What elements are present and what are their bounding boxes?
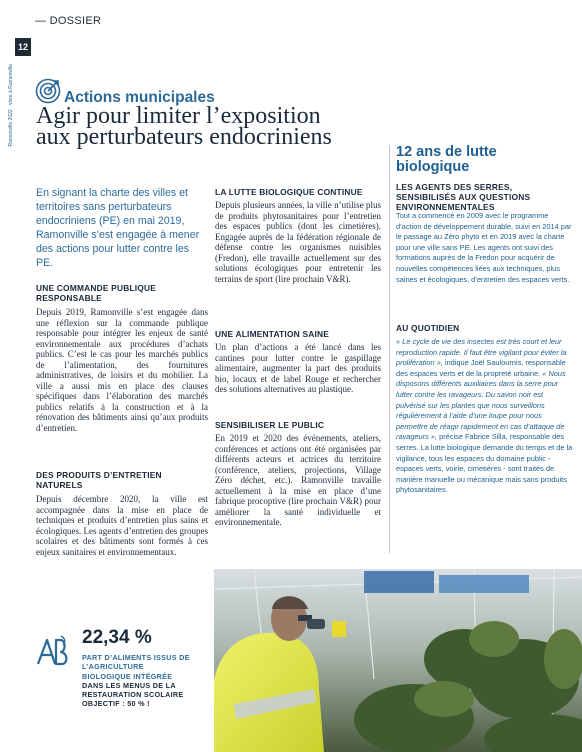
section-body: Un plan d’actions a été lancé dans les cantines pour lutter contre le gaspillage alimentaire, augmenter la part des produits bio, locaux et de label Rouge et rechercher des solutions alternatives au plastique.: [215, 342, 381, 394]
stat-value: 22,34 %: [82, 627, 152, 648]
section-body: En 2019 et 2020 des événements, ateliers, conférences et actions ont été organisées par différents acteurs et actrices du territoire (conférence, ateliers, projections, Village Zéro déchet, etc.). Ramonville travaille actuellement à la mise en place d’une fabrique procoptive (lire prochain V&R) pour améliorer la santé individuelle et environnementale.: [215, 433, 381, 527]
stat-goal: OBJECTIF : 50 % !: [82, 699, 150, 709]
greenhouse-photo: [214, 569, 582, 752]
quote-joel-attribution: indique Joël Saulournis, responsable des espaces verts et de la propreté urbaine.: [396, 358, 566, 378]
quote-fabrice: « Nous disposons différents auxiliaires dans la serre pour lutter contre les ravageurs. Du savon noir est pulvérisé sur les plantes que nous surveillons régulièrement à l’aide d’une loupe pour nous permettre de réagir rapidement en cas d’attaque de ravageurs »,: [396, 368, 566, 442]
stat-label-line: PART D’ALIMENTS ISSUS DE L’AGRICULTURE BIOLOGIQUE INTÉGRÉE: [82, 653, 190, 681]
article-title: Agir pour limiter l’exposition aux perturbateurs endocriniens: [36, 103, 332, 150]
target-icon: [35, 78, 61, 104]
vertical-footer-text: Ramonville 2022 · vivre à Ramonville: [8, 64, 14, 147]
sidebar-subheading: LES AGENTS DES SERRES, SENSIBILISÉS AUX QUESTIONS ENVIRONNEMENTALES: [396, 182, 531, 212]
article-lede: En signant la charte des villes et territoires sans perturbateurs endocriniens (PE) en mai 2019, Ramonville s’est engagée à mener des actions pour lutter contre les PE.: [36, 187, 200, 269]
ab-organic-logo: [35, 634, 69, 668]
section-body: Depuis décembre 2020, la ville est accompagnée dans la mise en place de techniques et produits d’entretien plus sains et écologiques. Les agents d’entretien des groupes scolaires et des bâtiments sont formés à ces enjeux sanitaires et environnementaux.: [36, 494, 208, 557]
quote-fabrice-attribution: précise Fabrice Silla, responsable des serres.: [396, 432, 565, 452]
sidebar-divider: [389, 145, 390, 553]
section-heading: LA LUTTE BIOLOGIQUE CONTINUE: [215, 187, 363, 197]
section-heading: DES PRODUITS D’ENTRETIEN NATURELS: [36, 470, 162, 490]
section-heading: SENSIBILISER LE PUBLIC: [215, 420, 325, 430]
page-number: 12: [15, 38, 31, 56]
sidebar-intro: Tout a commencé en 2009 avec le programme d’action de développement durable, suivi en 2014 par le passage au Zéro phyto et en 2019 avec la charte pour une ville sans PE. Les agents ont suivi des formations auprès de la Fredon pour acquérir de nouvelles compétences liées aux techniques, plus saines et écologiques, d’entretien des espaces verts.: [396, 211, 572, 284]
sidebar-subheading-daily: AU QUOTIDIEN: [396, 323, 460, 333]
stat-label: [82, 653, 192, 709]
sidebar-quote-block: [396, 337, 574, 496]
sidebar-closing: La lutte biologique demande du temps et de la vigilance, tous les espaces du domaine public - espaces verts, voirie, cimetières - sont traités de manière manuelle ou mécanique mais sans produits phytosanitaires.: [396, 442, 573, 495]
section-heading: UNE COMMANDE PUBLIQUE RESPONSABLE: [36, 283, 157, 303]
quote-joel: « Le cycle de vie des insectes est très court et leur reproduction rapide. Il faut être vigilant pour éviter la prolifération »,: [396, 337, 567, 368]
article-kicker: Actions municipales: [64, 89, 215, 106]
section-label: — DOSSIER: [35, 15, 102, 27]
section-body: Depuis 2019, Ramonville s’est engagée dans une réflexion sur la commande publique responsable pour intégrer les enjeux de santé environnementale aux procédures d’achats publics. C’est le cas pour les marchés publics de l’alimentation, des fournitures administratives, de loisirs et du mobilier. La ville a aussi mis en place des clauses spécifiques dans l’élaboration des marchés publics relatifs à la construction et à la rénovation des bâtiments ainsi qu’aux produits d’entretien.: [36, 307, 208, 433]
stat-label-line: DANS LES MENUS DE LA RESTAURATION SCOLAIRE: [82, 680, 184, 700]
section-heading: UNE ALIMENTATION SAINE: [215, 329, 330, 339]
section-body: Depuis plusieurs années, la ville n’utilise plus de produits phytosanitaires pour l’entretien des espaces publics (dont les cimetières). Engagée auprès de la fédération régionale de défense contre les organismes nuisibles (Fredon), elle travaille actuellement sur des solutions écologiques pour entretenir les terrains de sport (lire prochain V&R).: [215, 200, 381, 284]
sidebar-title: 12 ans de lutte biologique: [396, 144, 497, 175]
